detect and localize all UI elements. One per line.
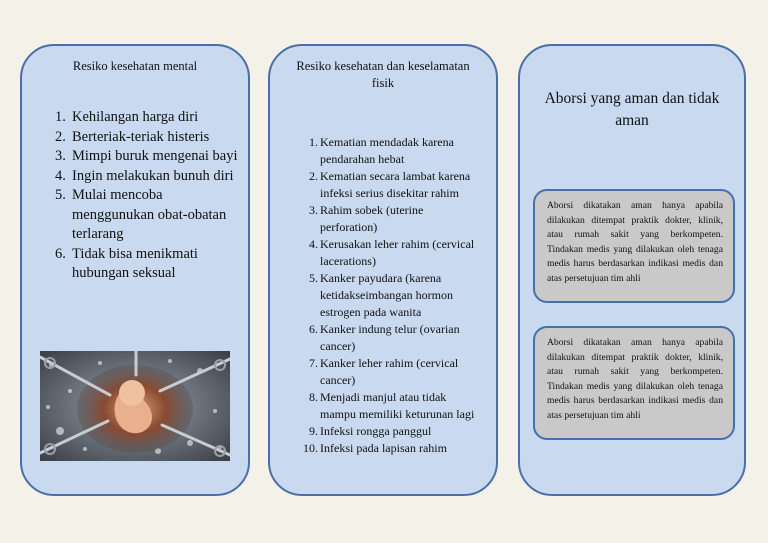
fetus-illustration	[40, 351, 230, 461]
fetus-image-icon	[40, 351, 230, 461]
info-text: Aborsi dikatakan aman hanya apabila dilakukan ditempat praktik dokter, klinik, atau rumah sakit yang berkompeten. Tindakan medis yang dilakukan oleh tenaga medis harus berdasarkan indikasi medis dan atas persetujuan tim ahli	[547, 200, 723, 284]
info-box	[533, 326, 735, 440]
list-item: 7. Kanker leher rahim (cervical cancer)	[309, 356, 459, 387]
info-box	[533, 189, 735, 303]
panel-physical-health	[268, 44, 498, 496]
list-item: 10. Infeksi pada lapisan rahim	[303, 441, 447, 455]
list-item: 1. Kematian mendadak karena pendarahan hebat	[309, 135, 454, 166]
list-item: 5. Kanker payudara (karena ketidakseimbangan hormon estrogen pada wanita	[309, 271, 453, 319]
panel-safe-abortion	[518, 44, 746, 496]
list-item: 1. Kehilangan harga diri	[55, 109, 199, 125]
list-item: 6. Tidak bisa menikmati hubungan seksual	[55, 245, 198, 281]
physical-risk-list	[270, 134, 496, 457]
list-item: 6. Kanker indung telur (ovarian cancer)	[309, 322, 460, 353]
list-item: 3. Mimpi buruk mengenai bayi	[55, 148, 238, 164]
panel-title: Resiko kesehatan dan keselamatan fisik	[296, 59, 470, 90]
list-item: 2. Kematian secara lambat karena infeksi serius disekitar rahim	[309, 169, 471, 200]
list-item: 3. Rahim sobek (uterine perforation)	[309, 203, 424, 234]
panel-title: Aborsi yang aman dan tidak aman	[544, 90, 720, 129]
list-item: 2. Berteriak-teriak histeris	[55, 128, 210, 145]
info-text: Aborsi dikatakan aman hanya apabila dilakukan ditempat praktik dokter, klinik, atau rumah sakit yang berkompeten. Tindakan medis yang dilakukan oleh tenaga medis harus berdasarkan indikasi medis dan atas persetujuan tim ahli	[547, 337, 723, 421]
panel-title: Resiko kesehatan mental	[72, 59, 198, 73]
list-item: 4. Kerusakan leher rahim (cervical lacerations)	[309, 237, 475, 268]
list-item: 4. Ingin melakukan bunuh diri	[55, 167, 234, 184]
list-item: 9. Infeksi rongga panggul	[309, 424, 432, 438]
mental-risk-list	[22, 108, 248, 284]
list-item: 8. Menjadi manjul atau tidak mampu memiliki keturunan lagi	[309, 390, 475, 421]
panel-mental-health	[20, 44, 250, 496]
list-item: 5. Mulai mencoba menggunukan obat-obatan terlarang	[55, 187, 227, 242]
